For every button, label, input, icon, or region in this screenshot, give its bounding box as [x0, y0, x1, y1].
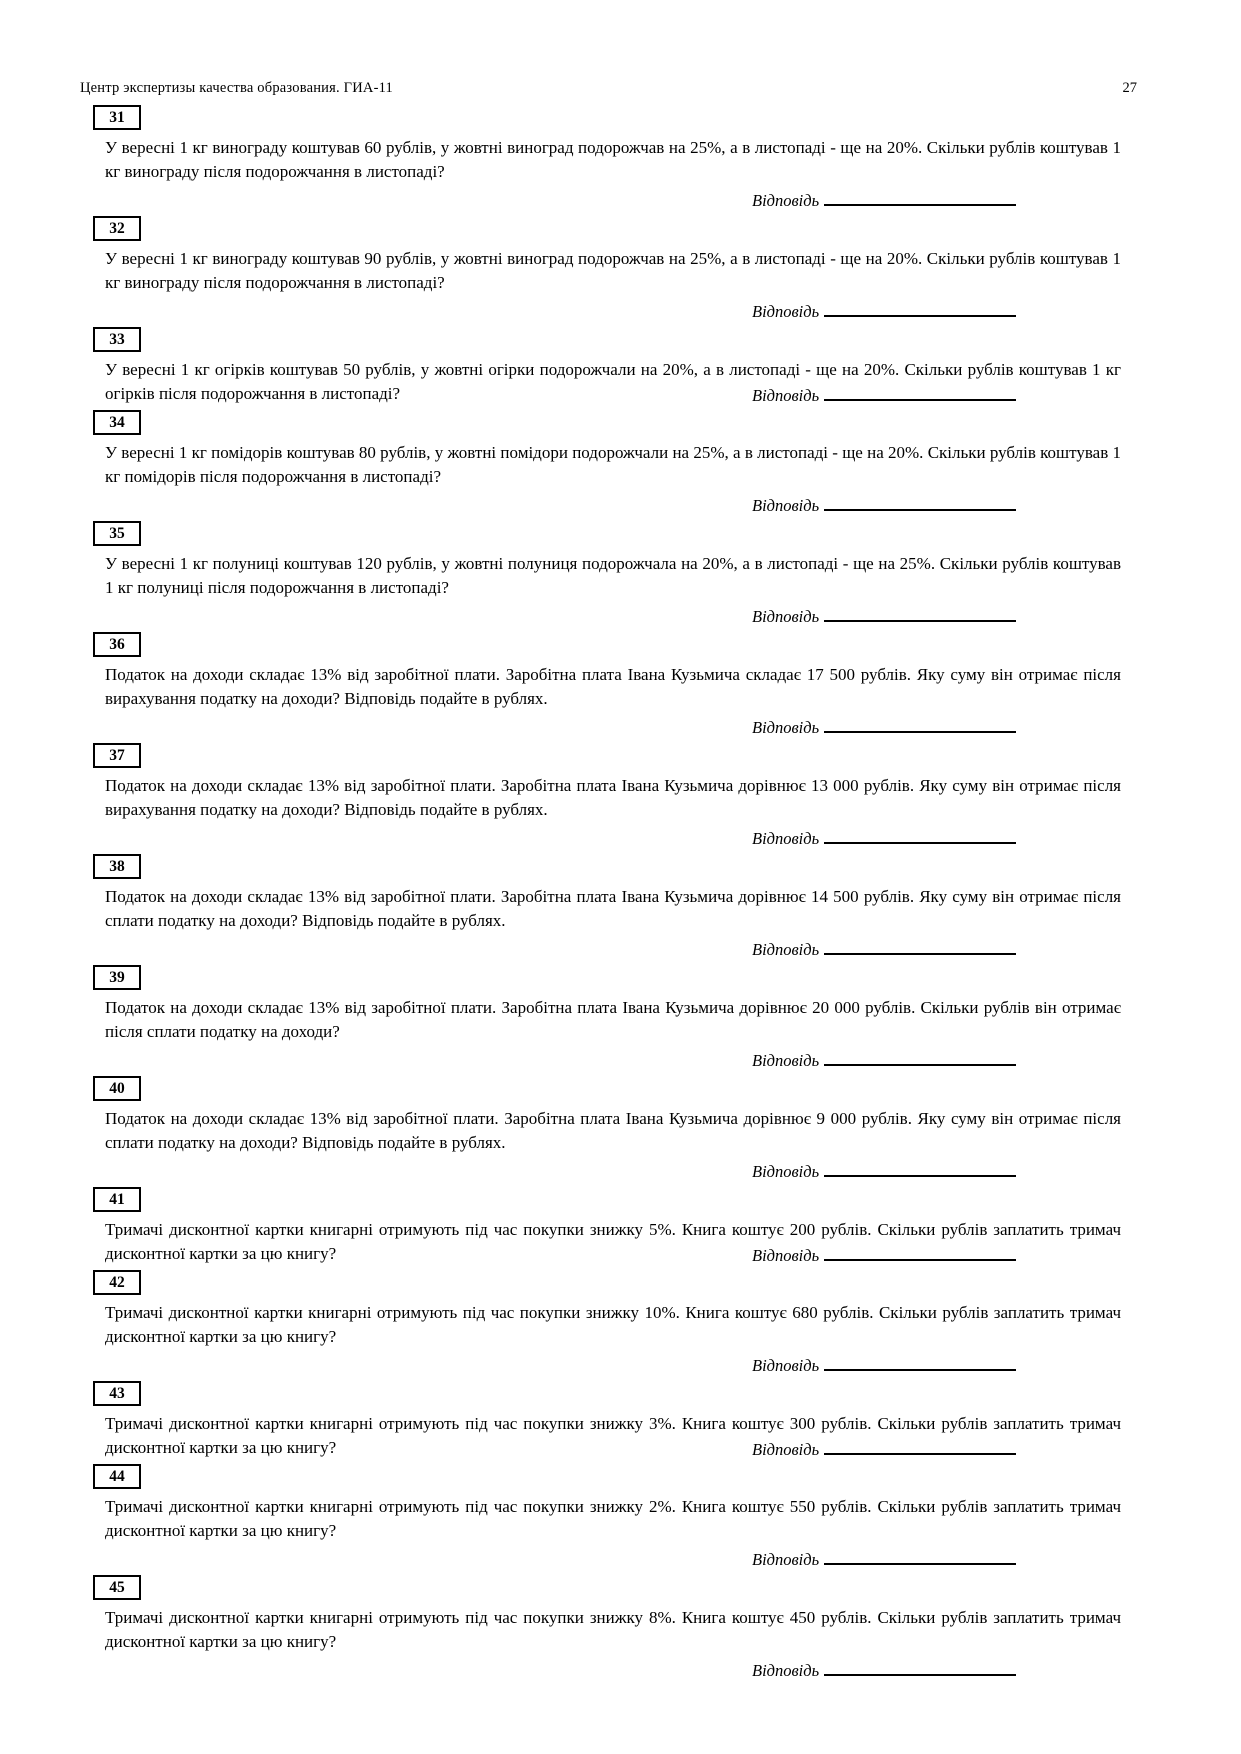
- answer-row: [752, 827, 1121, 850]
- answer-row: [752, 605, 1121, 628]
- answer-blank-line: [824, 605, 1016, 622]
- problem-block: [105, 743, 1121, 850]
- problem-block: [105, 1575, 1121, 1682]
- problem-block: [105, 327, 1121, 406]
- answer-blank-line: [824, 384, 1016, 401]
- problem-number-box: [93, 1575, 141, 1600]
- page-number: 27: [1122, 80, 1137, 96]
- answer-blank-line: [824, 1438, 1016, 1455]
- answer-blank-line: [824, 1049, 1016, 1066]
- problem-text: Тримачі дисконтної картки книгарні отримують під час покупки знижку 8%. Книга коштує 450 рублів. Скільки рублів заплатить тримач дисконтної картки за цю книгу?: [105, 1608, 1121, 1651]
- problem-number: 43: [109, 1384, 125, 1402]
- problem-text: Податок на доходи складає 13% від заробітної плати. Заробітна плата Івана Кузьмича дорівнює 13 000 рублів. Яку суму він отримає після вирахування податку на доходи? Відповідь подайте в рублях.: [105, 776, 1121, 819]
- problem-text: Податок на доходи складає 13% від заробітної плати. Заробітна плата Івана Кузьмича дорівнює 14 500 рублів. Яку суму він отримає після сплати податку на доходи? Відповідь подайте в рублях.: [105, 887, 1121, 930]
- answer-label: Відповідь: [752, 1246, 820, 1265]
- problem-block: [105, 632, 1121, 739]
- answer-blank-line: [824, 1160, 1016, 1177]
- answer-blank-line: [824, 1659, 1016, 1676]
- problem-number-box: [93, 216, 141, 241]
- problem-number-box: [93, 632, 141, 657]
- answer-label: Відповідь: [752, 607, 820, 626]
- answer-label: Відповідь: [752, 191, 820, 210]
- answer-label: Відповідь: [752, 940, 820, 959]
- problem-number: 37: [109, 746, 125, 764]
- answer-label: Відповідь: [752, 1550, 820, 1569]
- problem-block: [105, 1381, 1121, 1460]
- problem-text: У вересні 1 кг винограду коштував 60 рублів, у жовтні виноград подорожчав на 25%, а в листопаді - ще на 20%. Скільки рублів коштував 1 кг винограду після подорожчання в листопаді?: [105, 138, 1121, 181]
- problem-block: [105, 216, 1121, 323]
- answer-label: Відповідь: [752, 1356, 820, 1375]
- problem-text: Податок на доходи складає 13% від заробітної плати. Заробітна плата Івана Кузьмича дорівнює 9 000 рублів. Яку суму він отримає після сплати податку на доходи? Відповідь подайте в рублях.: [105, 1109, 1121, 1152]
- problem-number-box: [93, 521, 141, 546]
- problem-text: У вересні 1 кг помідорів коштував 80 рублів, у жовтні помідори подорожчали на 25%, а в листопаді - ще на 20%. Скільки рублів коштував 1 кг помідорів після подорожчання в листопаді?: [105, 443, 1121, 486]
- page-header: [0, 80, 1241, 97]
- answer-row: [752, 716, 1121, 739]
- problem-number: 36: [109, 635, 125, 653]
- problem-block: [105, 1187, 1121, 1266]
- problem-number-box: [93, 1187, 141, 1212]
- problem-number: 39: [109, 968, 125, 986]
- problem-block: [105, 1076, 1121, 1183]
- problem-text: Податок на доходи складає 13% від заробітної плати. Заробітна плата Івана Кузьмича дорівнює 20 000 рублів. Скільки рублів він отримає після сплати податку на доходи?: [105, 998, 1121, 1041]
- answer-row: [752, 300, 1121, 323]
- answer-label: Відповідь: [752, 1051, 820, 1070]
- problem-number: 44: [109, 1467, 125, 1485]
- problem-block: [105, 965, 1121, 1072]
- header-title: Центр экспертизы качества образования. ГИА-11: [80, 80, 393, 96]
- answer-blank-line: [824, 494, 1016, 511]
- problems-list: [0, 105, 1241, 1682]
- problem-text: У вересні 1 кг винограду коштував 90 рублів, у жовтні виноград подорожчав на 25%, а в листопаді - ще на 20%. Скільки рублів коштував 1 кг винограду після подорожчання в листопаді?: [105, 249, 1121, 292]
- answer-row: [752, 1244, 1016, 1266]
- problem-text: Податок на доходи складає 13% від заробітної плати. Заробітна плата Івана Кузьмича складає 17 500 рублів. Яку суму він отримає після вирахування податку на доходи? Відповідь подайте в рублях.: [105, 665, 1121, 708]
- problem-text: У вересні 1 кг огірків коштував 50 рублів, у жовтні огірки подорожчали на 20%, а в листопаді - ще на 20%. Скільки рублів коштував 1 кг огірків після подорожчання в листопаді? Відповідь: [105, 360, 1121, 405]
- answer-row: [752, 1354, 1121, 1377]
- problem-text: Тримачі дисконтної картки книгарні отримують під час покупки знижку 5%. Книга коштує 200 рублів. Скільки рублів заплатить тримач дисконтної картки за цю книгу? Відповідь: [105, 1220, 1121, 1265]
- answer-row: [752, 494, 1121, 517]
- problem-number: 41: [109, 1190, 125, 1208]
- problem-number-box: [93, 1381, 141, 1406]
- answer-row: [752, 1160, 1121, 1183]
- problem-block: [105, 105, 1121, 212]
- problem-number: 33: [109, 330, 125, 348]
- problem-block: [105, 410, 1121, 517]
- answer-blank-line: [824, 1354, 1016, 1371]
- answer-label: Відповідь: [752, 496, 820, 515]
- answer-row: [752, 938, 1121, 961]
- problem-number: 31: [109, 108, 125, 126]
- answer-row: [752, 1659, 1121, 1682]
- answer-label: Відповідь: [752, 1162, 820, 1181]
- problem-text: У вересні 1 кг полуниці коштував 120 рублів, у жовтні полуниця подорожчала на 20%, а в листопаді - ще на 25%. Скільки рублів коштував 1 кг полуниці після подорожчання в листопаді?: [105, 554, 1121, 597]
- answer-blank-line: [824, 1548, 1016, 1565]
- answer-row: [752, 189, 1121, 212]
- problem-text: Тримачі дисконтної картки книгарні отримують під час покупки знижку 3%. Книга коштує 300 рублів. Скільки рублів заплатить тримач дисконтної картки за цю книгу? Відповідь: [105, 1414, 1121, 1459]
- answer-blank-line: [824, 827, 1016, 844]
- problem-block: [105, 854, 1121, 961]
- problem-block: [105, 1270, 1121, 1377]
- problem-number-box: [93, 743, 141, 768]
- answer-row: [752, 384, 1016, 406]
- problem-block: [105, 521, 1121, 628]
- problem-number: 35: [109, 524, 125, 542]
- answer-blank-line: [824, 716, 1016, 733]
- answer-row: [752, 1049, 1121, 1072]
- problem-number-box: [93, 410, 141, 435]
- problem-number-box: [93, 965, 141, 990]
- answer-row: [752, 1548, 1121, 1571]
- problem-number-box: [93, 327, 141, 352]
- answer-blank-line: [824, 300, 1016, 317]
- problem-number: 45: [109, 1578, 125, 1596]
- answer-label: Відповідь: [752, 1440, 820, 1459]
- answer-label: Відповідь: [752, 386, 820, 405]
- problem-number-box: [93, 105, 141, 130]
- problem-number-box: [93, 1270, 141, 1295]
- answer-blank-line: [824, 189, 1016, 206]
- problem-number-box: [93, 854, 141, 879]
- answer-label: Відповідь: [752, 718, 820, 737]
- problem-block: [105, 1464, 1121, 1571]
- problem-number-box: [93, 1076, 141, 1101]
- problem-number-box: [93, 1464, 141, 1489]
- problem-number: 34: [109, 413, 125, 431]
- problem-text: Тримачі дисконтної картки книгарні отримують під час покупки знижку 10%. Книга коштує 680 рублів. Скільки рублів заплатить тримач дисконтної картки за цю книгу?: [105, 1303, 1121, 1346]
- answer-blank-line: [824, 1244, 1016, 1261]
- answer-blank-line: [824, 938, 1016, 955]
- problem-number: 38: [109, 857, 125, 875]
- problem-number: 40: [109, 1079, 125, 1097]
- problem-number: 42: [109, 1273, 125, 1291]
- answer-label: Відповідь: [752, 302, 820, 321]
- problem-text: Тримачі дисконтної картки книгарні отримують під час покупки знижку 2%. Книга коштує 550 рублів. Скільки рублів заплатить тримач дисконтної картки за цю книгу?: [105, 1497, 1121, 1540]
- answer-label: Відповідь: [752, 829, 820, 848]
- answer-row: [752, 1438, 1016, 1460]
- answer-label: Відповідь: [752, 1661, 820, 1680]
- problem-number: 32: [109, 219, 125, 237]
